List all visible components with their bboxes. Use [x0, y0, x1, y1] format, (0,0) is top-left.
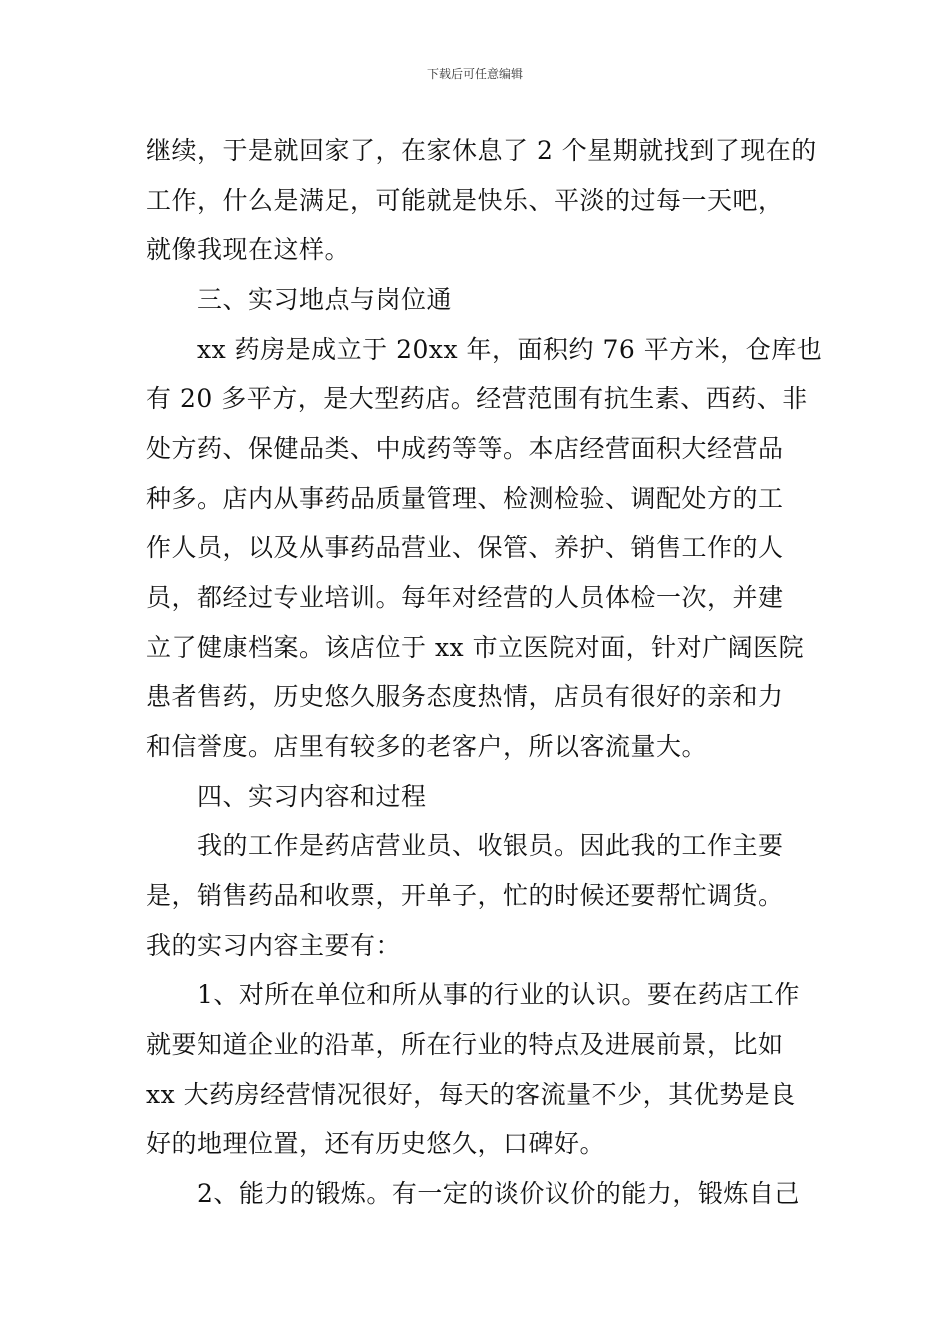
- body-line: 就要知道企业的沿革，所在行业的特点及进展前景，比如: [146, 1030, 784, 1059]
- body-line: 好的地理位置，还有历史悠久，口碑好。: [146, 1129, 606, 1158]
- body-line: 工作，什么是满足，可能就是快乐、平淡的过每一天吧，: [146, 186, 784, 215]
- body-line: 患者售药，历史悠久服务态度热情，店员有很好的亲和力: [146, 682, 784, 711]
- body-line: 种多。店内从事药品质量管理、检测检验、调配处方的工: [146, 484, 784, 513]
- body-line: 立了健康档案。该店位于 xx 市立医院对面，针对广阔医院: [146, 633, 805, 662]
- body-line: 员，都经过专业培训。每年对经营的人员体检一次，并建: [146, 583, 784, 612]
- body-line: xx 大药房经营情况很好，每天的客流量不少，其优势是良: [146, 1080, 796, 1109]
- body-line: xx 药房是成立于 20xx 年，面积约 76 平方米，仓库也: [197, 335, 823, 364]
- page-header: 下载后可任意编辑: [426, 67, 523, 81]
- body-line: 我的工作是药店营业员、收银员。因此我的工作主要: [197, 831, 784, 860]
- body-line: 处方药、保健品类、中成药等等。本店经营面积大经营品: [146, 434, 784, 463]
- body-line: 继续，于是就回家了，在家休息了 2 个星期就找到了现在的: [146, 136, 817, 165]
- section-heading: 四、实习内容和过程: [197, 782, 427, 811]
- body-line: 是，销售药品和收票，开单子，忙的时候还要帮忙调货。: [146, 881, 784, 910]
- section-heading: 三、实习地点与岗位通: [197, 285, 453, 314]
- body-line: 有 20 多平方，是大型药店。经营范围有抗生素、西药、非: [146, 384, 808, 413]
- body-line: 作人员，以及从事药品营业、保管、养护、销售工作的人: [146, 533, 784, 562]
- body-line: 和信誉度。店里有较多的老客户，所以客流量大。: [146, 732, 708, 761]
- body-line: 我的实习内容主要有：: [146, 931, 402, 960]
- body-line: 1、对所在单位和所从事的行业的认识。要在药店工作: [197, 980, 800, 1009]
- body-line: 就像我现在这样。: [146, 235, 351, 264]
- body-line: 2、能力的锻炼。有一定的谈价议价的能力，锻炼自己: [197, 1179, 800, 1208]
